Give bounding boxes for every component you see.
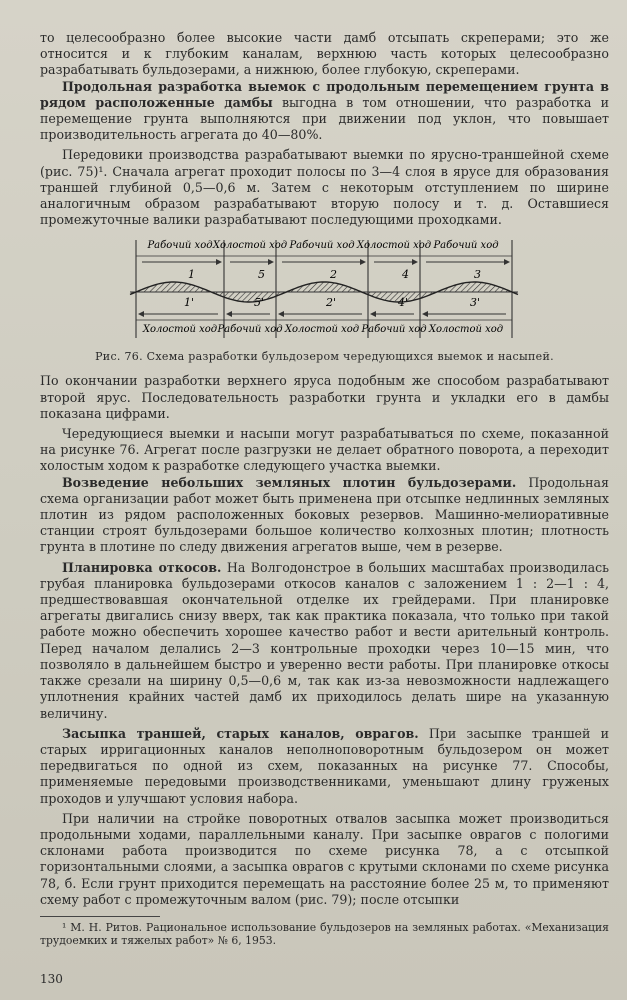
step-number-primed: 4' <box>398 296 409 310</box>
heading-backfill: Засыпка траншей, старых каналов, оврагов. <box>62 725 419 741</box>
bottom-label: Холостой ход <box>284 324 360 336</box>
step-number: 1 <box>188 268 195 282</box>
bottom-label: Рабочий ход <box>217 324 283 336</box>
bottom-label: Холостой ход <box>428 324 504 336</box>
figure-76 <box>40 234 609 363</box>
footnote: ¹ М. Н. Ритов. Рациональное использование бульдозеров на земляных работах. «Механизация трудоемких и тяжелых работ» № 6, 1953. <box>40 920 609 948</box>
footnote-divider <box>40 916 160 917</box>
top-arrowhead <box>504 259 510 265</box>
bottom-arrowhead <box>422 311 428 317</box>
step-number-primed: 1' <box>184 296 195 310</box>
bottom-arrowhead <box>278 311 284 317</box>
step-number: 4 <box>402 268 409 282</box>
figure-caption: Рис. 76. Схема разработки бульдозером чередующихся выемок и насыпей. <box>95 350 554 364</box>
top-arrowhead <box>268 259 274 265</box>
top-arrowhead <box>360 259 366 265</box>
heading-longitudinal: Продольная разработка выемок с продольным перемещением грунта в рядом расположенные дамбы <box>40 78 609 110</box>
paragraph-backfill: Засыпка траншей, старых каналов, оврагов. При засыпке траншей и старых ирригационных каналов неполноповоротным бульдозером он может передвигаться по одной из схем, показанных на рисунке 77. Способы, применяемые передовыми производственниками, уменьшают длину груженых проходов и улучшают условия набора. <box>40 725 609 806</box>
figure-diagram <box>128 234 528 344</box>
bottom-arrowhead <box>138 311 144 317</box>
bottom-label: Холостой ход <box>142 324 218 336</box>
bottom-arrowhead <box>370 311 376 317</box>
step-number-primed: 5' <box>254 296 265 310</box>
paragraph-slopes: Планировка откосов. На Волгодонстрое в больших масштабах производилась грубая планировка бульдозерами откосов каналов с заложением 1 : 2—1 : 4, предшествовавшая окончательной отделке их грейдерами. При планировке агрегаты двигались снизу вверх, так как практика показала, что только при такой работе можно обеспечить хорошее качество работ и вести арительный контроль. Перед началом делались 2—3 контрольные проходки через 10—15 мин, что позволяло в дальнейшем быстро и уверенно вести работы. При планировке откосы также срезали на ширину 0,5—0,6 м, так как из-за невозможности надлежащего уплотнения крайних частей дамб их приходилось делать шире на указанную величину. <box>40 559 609 721</box>
step-number-primed: 2' <box>326 296 337 310</box>
bottom-label: Рабочий ход <box>361 324 427 336</box>
top-label: Холостой ход <box>212 240 288 252</box>
step-number: 5 <box>258 268 265 282</box>
paragraph-tiered: Передовики производства разрабатывают выемки по ярусно-траншейной схеме (рис. 75)¹. Сначала агрегат проходит полосы по 3—4 слоя в ярусе для образования траншей глубиной 0,5—0,6 м. Затем с некоторым отступлением по ширине аналогичным образом разрабатывают вторую полосу и т. д. Оставшиеся промежуточные валики разрабатывают последующими проходками. <box>40 147 609 228</box>
paragraph-rotary: При наличии на стройке поворотных отвалов засыпка может производиться продольными ходами, параллельными каналу. При засыпке оврагов с пологими склонами работа производится по схеме рисунка 78, а с отсыпкой горизонтальными слоями, а засыпка оврагов с крутыми склонами по схеме рисунка 78, б. Если грунт приходится перемещать на расстояние более 25 м, то применяют схему работ с промежуточным валом (рис. 79); после отсыпки <box>40 810 609 907</box>
paragraph-after-upper-tier: По окончании разработки верхнего яруса подобным же способом разрабатывают второй ярус. Последовательность разработки грунта и укладки его в дамбы показана цифрами. <box>40 373 609 421</box>
heading-dams: Возведение небольших земляных плотин бульдозерами. <box>62 474 517 490</box>
paragraph-alternating: Чередующиеся выемки и насыпи могут разрабатываться по схеме, показанной на рисунке 76. Агрегат после разгрузки не делает обратного поворота, а переходит холостым ходом к разработке следующего участка выемки. <box>40 426 609 474</box>
top-label: Холостой ход <box>356 240 432 252</box>
heading-slopes: Планировка откосов. <box>62 559 222 575</box>
step-number-primed: 3' <box>470 296 481 310</box>
page-number: 130 <box>40 972 63 986</box>
top-arrowhead <box>412 259 418 265</box>
top-label: Рабочий ход <box>289 240 355 252</box>
step-number: 3 <box>474 268 481 282</box>
paragraph-dams: Возведение небольших земляных плотин бульдозерами. Продольная схема организации работ может быть применена при отсыпке недлинных земляных плотин из рядом расположенных боковых резервов. Машинно-мелиоративные станции строят бульдозерами большое количество колхозных плотин; плотность грунта в плотине по следу движения агрегатов выше, чем в резерве. <box>40 474 609 555</box>
bottom-arrowhead <box>226 311 232 317</box>
top-arrowhead <box>216 259 222 265</box>
top-label: Рабочий ход <box>433 240 499 252</box>
paragraph-0: то целесообразно более высокие части дамб отсыпать скреперами; это же относится и к глубоким каналам, верхнюю часть которых целесообразно разрабатывать бульдозерами, а нижнюю, более глубокую, скреперами. <box>40 30 609 78</box>
top-label: Рабочий ход <box>147 240 213 252</box>
paragraph-longitudinal: Продольная разработка выемок с продольным перемещением грунта в рядом расположенные дамбы выгодна в том отношении, что разработка и перемещение грунта выполняются при движении под уклон, что повышает производительность агрегата до 40—80%. <box>40 78 609 143</box>
step-number: 2 <box>330 268 337 282</box>
